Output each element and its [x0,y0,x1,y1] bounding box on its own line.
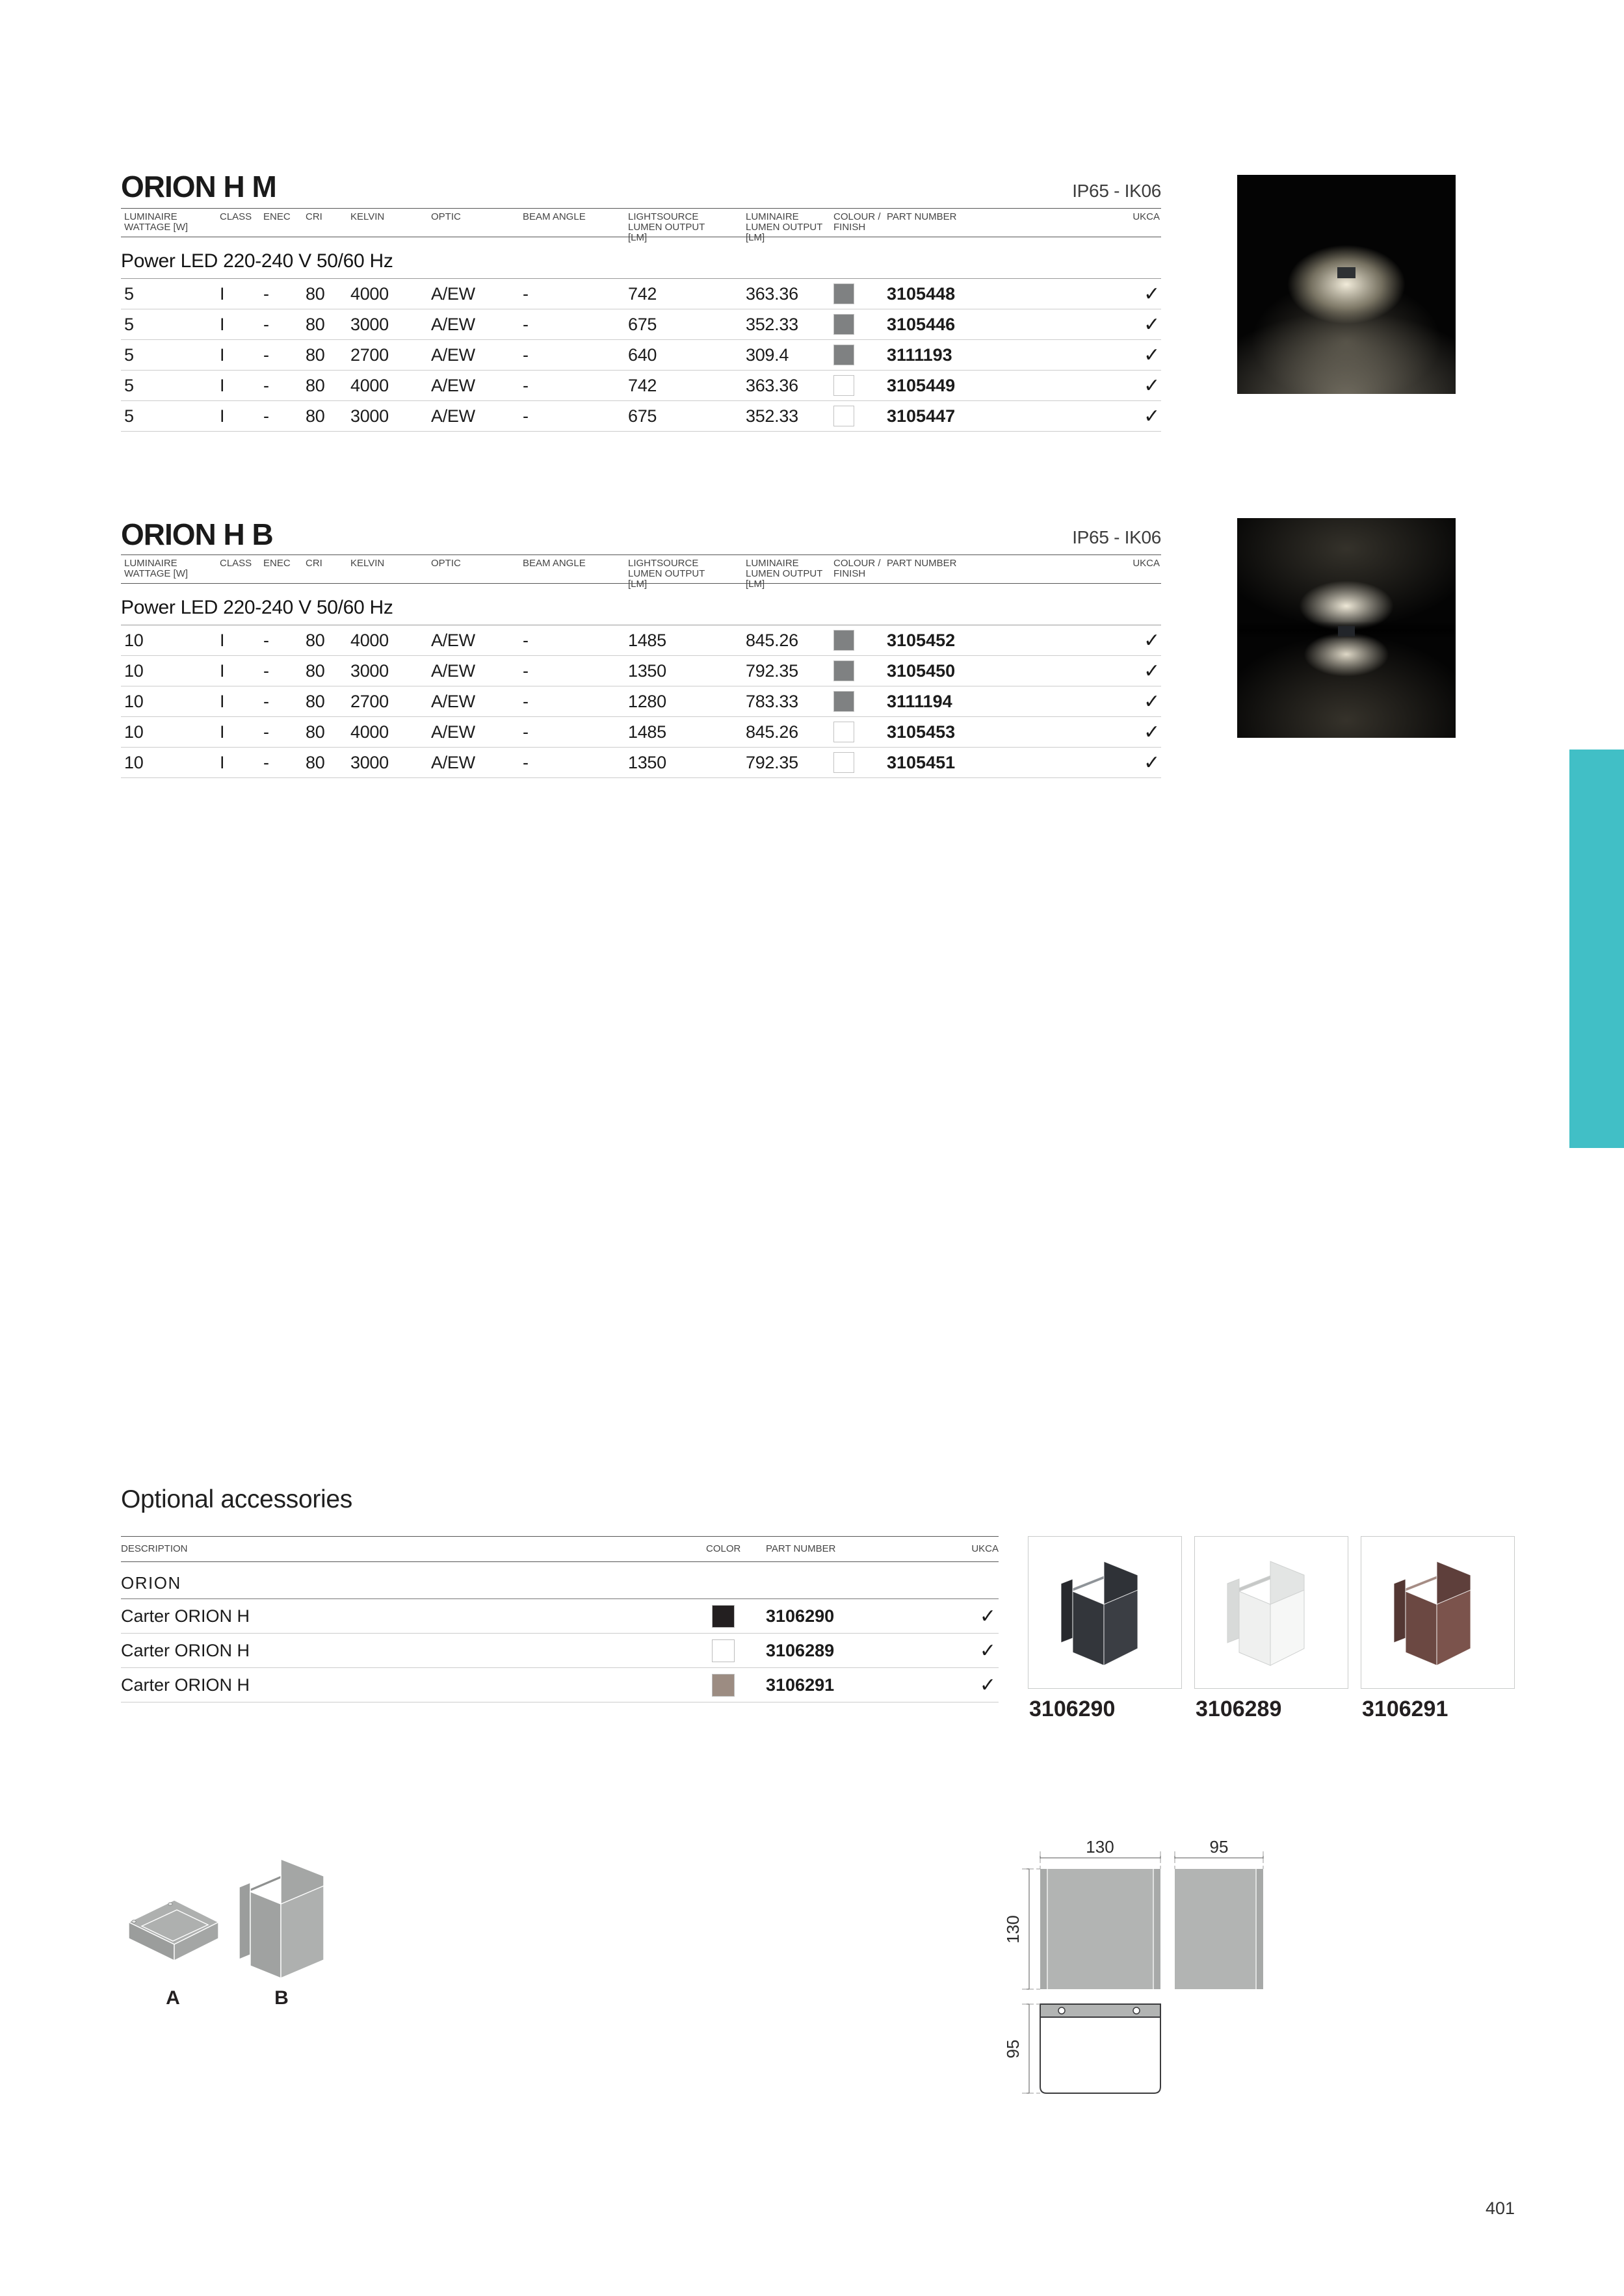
cell-part-number: 3111194 [887,691,952,711]
wall-luminaire-silhouette [1338,626,1355,636]
top-view [1040,2004,1160,2093]
ukca-checkmark: ✓ [1144,313,1160,335]
cell-part-number: 3105453 [887,722,956,742]
screw-hole [1133,2007,1140,2014]
ukca-checkmark: ✓ [1144,283,1160,305]
cell-class: I [220,375,225,395]
dim-depth-top: 95 [1003,2039,1023,2059]
cell-wattage: 5 [124,283,134,304]
table-header-row [121,554,1161,590]
cell-kelvin: 3000 [350,660,389,681]
finish-swatch [833,722,854,742]
cell-description: Carter ORION H [121,1640,250,1660]
cell-part-number: 3105448 [887,283,956,304]
table-row [121,279,1161,309]
table-row [121,401,1161,432]
accessory-row [121,1668,999,1702]
cell-enec: - [263,660,269,681]
product-title-orion-h-b: ORION H B [121,517,273,551]
ukca-checkmark: ✓ [1144,690,1160,712]
finish-swatch [833,660,854,681]
dim-width-front: 130 [1086,1837,1114,1857]
col-luminaire-wattage: LUMINAIRE WATTAGE [W] [124,558,189,579]
accessory-row [121,1599,999,1634]
finish-swatch [833,691,854,712]
cell-luminaire-lumen: 309.4 [746,345,789,365]
cell-class: I [220,314,225,334]
cell-part-number: 3105452 [887,630,956,650]
cell-luminaire-lumen: 352.33 [746,314,798,334]
cell-optic: A/EW [431,345,475,365]
col-beam-angle: BEAM ANGLE [523,211,586,222]
col-description: DESCRIPTION [121,1543,188,1554]
col-lightsource-lumen: LIGHTSOURCE LUMEN OUTPUT [LM] [628,211,705,243]
ukca-checkmark: ✓ [979,1605,996,1627]
table-body-orion-h-m [121,279,1161,432]
table-row [121,686,1161,717]
table-body-orion-h-b [121,625,1161,778]
cell-enec: - [263,375,269,395]
cell-class: I [220,406,225,426]
variant-figures [117,1849,338,2009]
cell-kelvin: 3000 [350,752,389,772]
section-accent-bar [1569,750,1624,1148]
cell-kelvin: 4000 [350,283,389,304]
product-photo-orion-h-m [1237,175,1456,394]
table-header-row [121,208,1161,243]
ukca-checkmark: ✓ [979,1639,996,1662]
cell-finish [830,630,885,651]
cell-part-number: 3106289 [766,1640,835,1660]
cell-kelvin: 4000 [350,375,389,395]
cell-class: I [220,752,225,772]
cell-finish [830,283,885,305]
color-swatch [712,1639,735,1662]
color-swatch [712,1605,735,1628]
variant-b-label: B [274,1987,289,2009]
accessory-caption: 3106291 [1362,1697,1448,1721]
cell-luminaire-lumen: 792.35 [746,752,798,772]
cell-kelvin: 3000 [350,314,389,334]
accessory-image-dark [1028,1536,1182,1689]
cell-optic: A/EW [431,691,475,711]
cell-beam-angle: - [523,660,529,681]
cell-class: I [220,660,225,681]
cell-wattage: 5 [124,406,134,426]
cell-cri: 80 [306,752,325,772]
cell-kelvin: 4000 [350,722,389,742]
cell-kelvin: 3000 [350,406,389,426]
finish-swatch [833,345,854,365]
cell-beam-angle: - [523,752,529,772]
cell-class: I [220,691,225,711]
cell-beam-angle: - [523,345,529,365]
finish-swatch [833,406,854,426]
col-ukca: UKCA [1133,558,1160,569]
col-luminaire-wattage: LUMINAIRE WATTAGE [W] [124,211,189,233]
cell-optic: A/EW [431,314,475,334]
cell-part-number: 3105450 [887,660,956,681]
cell-finish [830,722,885,743]
cell-finish [830,752,885,774]
section-label: Power LED 220-240 V 50/60 Hz [121,237,1161,279]
cell-beam-angle: - [523,406,529,426]
screw-hole [1058,2007,1065,2014]
accessory-row [121,1634,999,1668]
cell-wattage: 5 [124,375,134,395]
cell-finish [830,375,885,397]
cell-optic: A/EW [431,406,475,426]
cell-luminaire-lumen: 363.36 [746,283,798,304]
cell-kelvin: 2700 [350,345,389,365]
table-row [121,717,1161,748]
col-lightsource-lumen: LIGHTSOURCE LUMEN OUTPUT [LM] [628,558,705,590]
cell-finish [830,406,885,427]
finish-swatch [833,375,854,396]
ip-rating: IP65 - IK06 [1072,527,1161,547]
ukca-checkmark: ✓ [1144,344,1160,366]
col-cri: CRI [306,558,322,569]
cell-cri: 80 [306,630,325,650]
cell-finish [830,691,885,712]
cell-enec: - [263,752,269,772]
cell-enec: - [263,722,269,742]
cell-luminaire-lumen: 792.35 [746,660,798,681]
cell-lightsource-lumen: 675 [628,314,657,334]
cell-finish [830,660,885,682]
col-enec: ENEC [263,211,291,222]
col-part-number: PART NUMBER [766,1543,836,1554]
col-ukca: UKCA [971,1543,999,1554]
cell-part-number: 3105447 [887,406,956,426]
finish-swatch [833,314,854,335]
cell-wattage: 10 [124,630,144,650]
cell-luminaire-lumen: 352.33 [746,406,798,426]
ukca-checkmark: ✓ [979,1674,996,1696]
cell-wattage: 10 [124,660,144,681]
ukca-checkmark: ✓ [1144,751,1160,774]
accessories-title: Optional accessories [121,1485,353,1513]
cell-wattage: 5 [124,345,134,365]
col-part-number: PART NUMBER [887,211,957,222]
product-photo-orion-h-b [1237,518,1456,738]
cell-optic: A/EW [431,375,475,395]
col-cri: CRI [306,211,322,222]
dim-height-front: 130 [1003,1915,1023,1944]
cell-description: Carter ORION H [121,1606,250,1626]
cell-part-number: 3105449 [887,375,956,395]
col-enec: ENEC [263,558,291,569]
cell-class: I [220,345,225,365]
col-part-number: PART NUMBER [887,558,957,569]
accessory-image-white [1194,1536,1348,1689]
col-luminaire-lumen: LUMINAIRE LUMEN OUTPUT [LM] [746,558,823,590]
side-view [1175,1869,1263,1989]
cell-enec: - [263,406,269,426]
accessory-caption: 3106290 [1029,1697,1116,1721]
cell-beam-angle: - [523,630,529,650]
table-row [121,656,1161,686]
cell-optic: A/EW [431,283,475,304]
col-colour-finish: COLOUR / FINISH [833,558,881,579]
cell-enec: - [263,314,269,334]
cell-beam-angle: - [523,691,529,711]
cell-color [706,1674,766,1697]
cell-optic: A/EW [431,722,475,742]
cell-lightsource-lumen: 675 [628,406,657,426]
accessories-header-row [121,1536,999,1562]
carter-render-dark [1053,1558,1157,1668]
ukca-checkmark: ✓ [1144,721,1160,743]
cell-cri: 80 [306,314,325,334]
finish-swatch [833,283,854,304]
cell-optic: A/EW [431,752,475,772]
accessory-image-brown [1361,1536,1515,1689]
col-class: CLASS [220,211,252,222]
table-row [121,309,1161,340]
accessories-body [121,1599,999,1702]
finish-swatch [833,630,854,651]
cell-cri: 80 [306,660,325,681]
cell-luminaire-lumen: 363.36 [746,375,798,395]
wall-luminaire-silhouette [1337,267,1356,278]
col-kelvin: KELVIN [350,211,385,222]
product-title-orion-h-m: ORION H M [121,170,276,203]
cell-cri: 80 [306,722,325,742]
cell-lightsource-lumen: 1485 [628,722,666,742]
cell-part-number: 3106291 [766,1675,835,1695]
cell-beam-angle: - [523,283,529,304]
cell-part-number: 3105446 [887,314,956,334]
cell-kelvin: 4000 [350,630,389,650]
cell-cri: 80 [306,406,325,426]
front-view [1040,1869,1160,1989]
cell-finish [830,314,885,335]
page-number: 401 [1485,2198,1515,2218]
table-row [121,625,1161,656]
cell-luminaire-lumen: 845.26 [746,722,798,742]
cell-enec: - [263,630,269,650]
cell-cri: 80 [306,691,325,711]
cell-lightsource-lumen: 640 [628,345,657,365]
cell-part-number: 3105451 [887,752,956,772]
carter-render-brown [1386,1558,1490,1668]
cell-color [706,1605,766,1628]
cell-wattage: 10 [124,722,144,742]
cell-lightsource-lumen: 1350 [628,660,666,681]
cell-lightsource-lumen: 742 [628,375,657,395]
col-class: CLASS [220,558,252,569]
cell-class: I [220,630,225,650]
table-row [121,748,1161,778]
color-swatch [712,1674,735,1697]
cell-luminaire-lumen: 783.33 [746,691,798,711]
cell-wattage: 5 [124,314,134,334]
col-colour-finish: COLOUR / FINISH [833,211,881,233]
accessory-caption: 3106289 [1196,1697,1282,1721]
col-optic: OPTIC [431,211,461,222]
cell-part-number: 3111193 [887,345,952,365]
finish-swatch [833,752,854,773]
dim-width-side: 95 [1209,1837,1229,1857]
ip-rating: IP65 - IK06 [1072,181,1161,201]
ukca-checkmark: ✓ [1144,660,1160,682]
cell-lightsource-lumen: 742 [628,283,657,304]
cell-optic: A/EW [431,660,475,681]
ukca-checkmark: ✓ [1144,629,1160,651]
carter-render-white [1220,1558,1324,1668]
cell-cri: 80 [306,345,325,365]
section-label: Power LED 220-240 V 50/60 Hz [121,584,1161,625]
cell-class: I [220,283,225,304]
cell-beam-angle: - [523,314,529,334]
cell-enec: - [263,345,269,365]
cell-beam-angle: - [523,375,529,395]
cell-optic: A/EW [431,630,475,650]
cell-enec: - [263,283,269,304]
table-row [121,371,1161,401]
cell-beam-angle: - [523,722,529,742]
cell-kelvin: 2700 [350,691,389,711]
cell-lightsource-lumen: 1350 [628,752,666,772]
cell-luminaire-lumen: 845.26 [746,630,798,650]
table-row [121,340,1161,371]
ukca-checkmark: ✓ [1144,374,1160,397]
cell-enec: - [263,691,269,711]
cell-lightsource-lumen: 1280 [628,691,666,711]
cell-finish [830,345,885,366]
variant-a-label: A [166,1987,180,2009]
cell-wattage: 10 [124,691,144,711]
col-color: COLOR [706,1543,741,1554]
variant-b-figure [239,1859,324,1978]
cell-part-number: 3106290 [766,1606,835,1626]
dimension-drawings [1001,1833,1274,2100]
cell-cri: 80 [306,375,325,395]
col-ukca: UKCA [1133,211,1160,222]
col-kelvin: KELVIN [350,558,385,569]
accessories-group-label: ORION [121,1562,999,1599]
cell-cri: 80 [306,283,325,304]
variant-a-figure [129,1900,218,1961]
col-optic: OPTIC [431,558,461,569]
cell-wattage: 10 [124,752,144,772]
col-beam-angle: BEAM ANGLE [523,558,586,569]
ukca-checkmark: ✓ [1144,405,1160,427]
cell-class: I [220,722,225,742]
cell-lightsource-lumen: 1485 [628,630,666,650]
cell-description: Carter ORION H [121,1675,250,1695]
col-luminaire-lumen: LUMINAIRE LUMEN OUTPUT [LM] [746,211,823,243]
cell-color [706,1639,766,1662]
